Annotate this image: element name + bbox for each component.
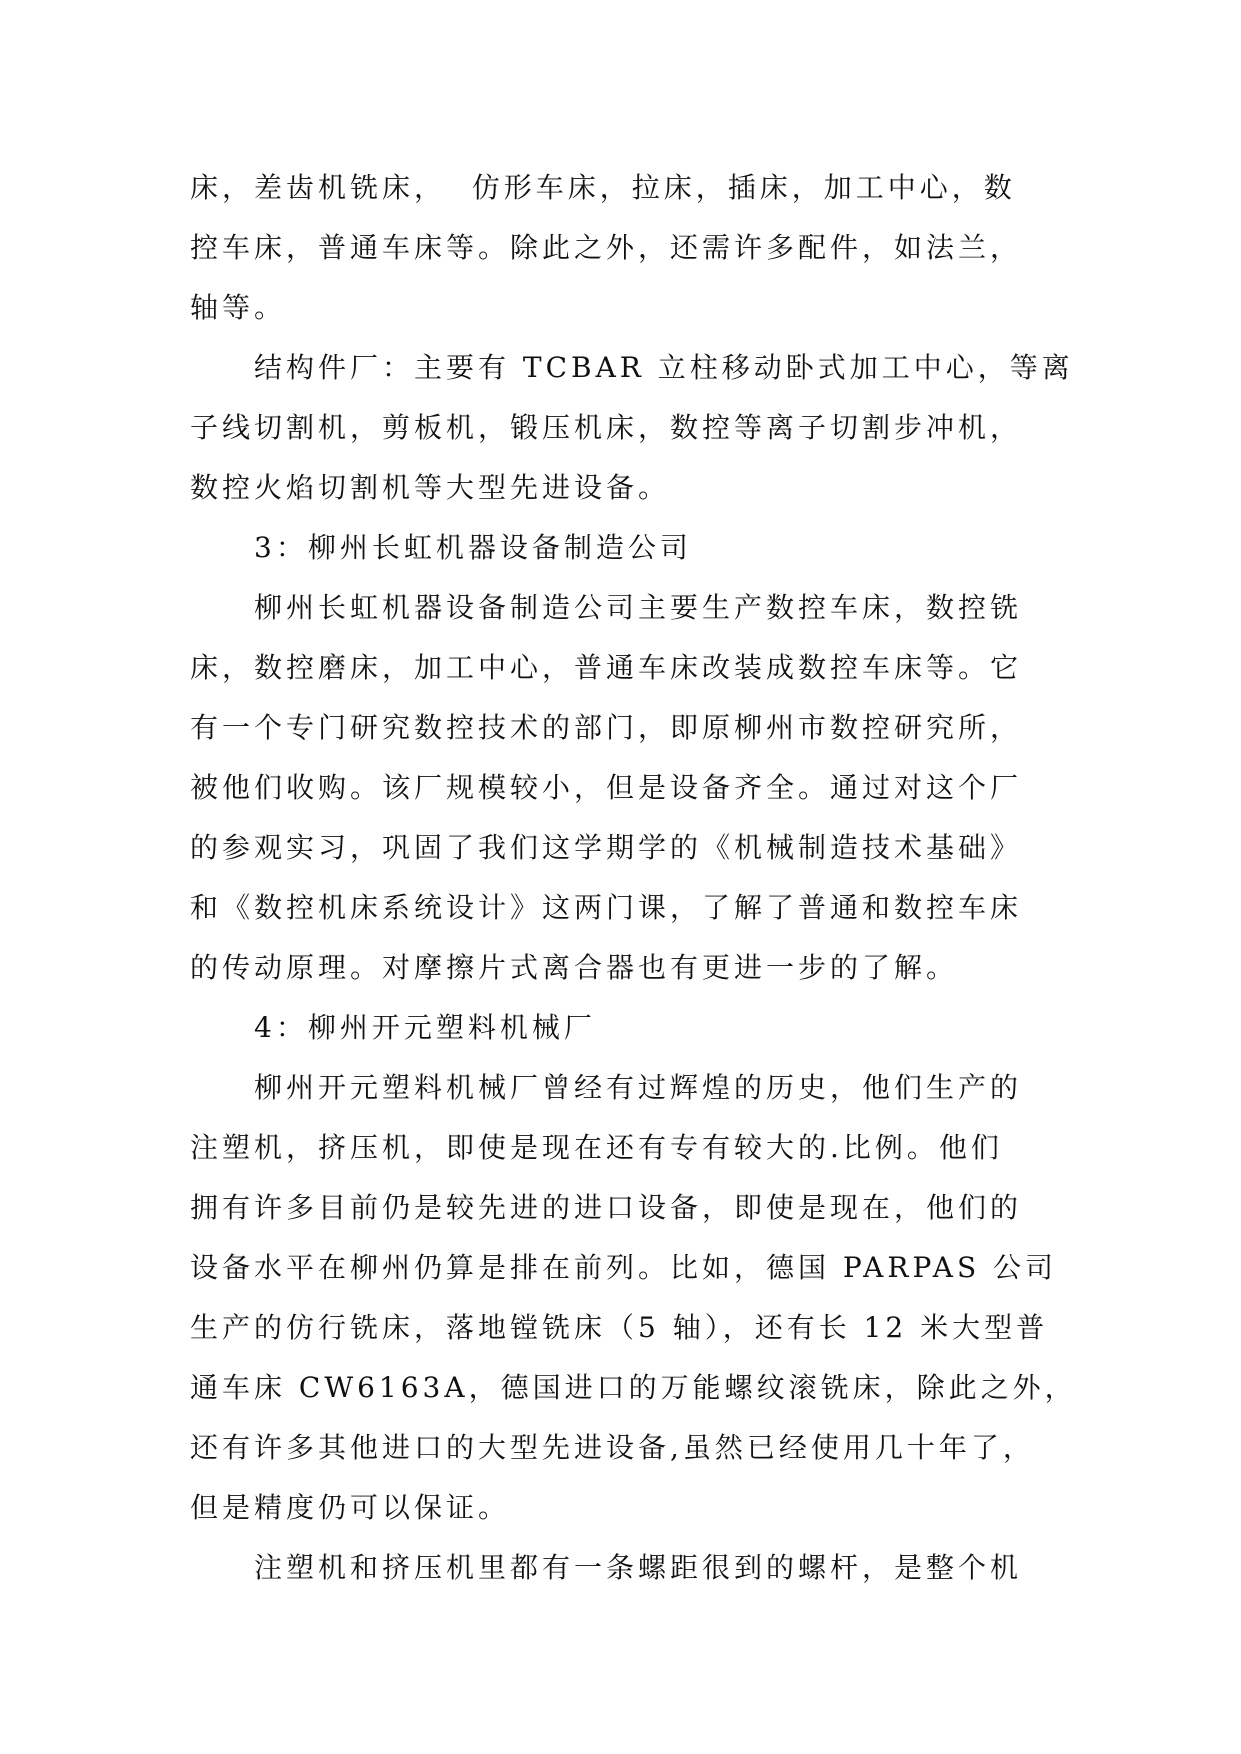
document-body bbox=[190, 158, 1077, 1598]
text-line: 还有许多其他进口的大型先进设备,虽然已经使用几十年了， bbox=[190, 1431, 1035, 1464]
text-line: 控车床，普通车床等。除此之外，还需许多配件，如法兰， bbox=[190, 231, 1023, 264]
paragraph-start-line: 柳州长虹机器设备制造公司主要生产数控车床，数控铣 bbox=[254, 591, 1023, 624]
text-line: 数控火焰切割机等大型先进设备。 bbox=[190, 471, 671, 504]
paragraph-start-line: 注塑机和挤压机里都有一条螺距很到的螺杆，是整个机 bbox=[254, 1551, 1023, 1584]
text-line: 通车床 CW6163A，德国进口的万能螺纹滚铣床，除此之外， bbox=[190, 1371, 1077, 1404]
text-line: 生产的仿行铣床，落地镗铣床（5 轴），还有长 12 米大型普 bbox=[190, 1311, 1049, 1344]
text-line: 轴等。 bbox=[190, 291, 287, 324]
text-line: 有一个专门研究数控技术的部门，即原柳州市数控研究所， bbox=[190, 711, 1023, 744]
paragraph-start-line: 结构件厂：主要有 TCBAR 立柱移动卧式加工中心，等离 bbox=[254, 351, 1074, 384]
text-line: 设备水平在柳州仍算是排在前列。比如，德国 PARPAS 公司 bbox=[190, 1251, 1058, 1284]
text-line: 拥有许多目前仍是较先进的进口设备，即使是现在，他们的 bbox=[190, 1191, 1023, 1224]
section-heading: 3：柳州长虹机器设备制造公司 bbox=[254, 531, 692, 564]
text-line: 床，差齿机铣床， 仿形车床，拉床，插床，加工中心，数 bbox=[190, 171, 1016, 204]
text-line: 的传动原理。对摩擦片式离合器也有更进一步的了解。 bbox=[190, 951, 959, 984]
text-line: 注塑机，挤压机，即使是现在还有专有较大的.比例。他们 bbox=[190, 1131, 1003, 1164]
text-line: 和《数控机床系统设计》这两门课，了解了普通和数控车床 bbox=[190, 891, 1023, 924]
text-line: 但是精度仍可以保证。 bbox=[190, 1491, 511, 1524]
text-line: 的参观实习，巩固了我们这学期学的《机械制造技术基础》 bbox=[190, 831, 1023, 864]
section-heading: 4：柳州开元塑料机械厂 bbox=[254, 1011, 596, 1044]
text-line: 被他们收购。该厂规模较小，但是设备齐全。通过对这个厂 bbox=[190, 771, 1023, 804]
paragraph-start-line: 柳州开元塑料机械厂曾经有过辉煌的历史，他们生产的 bbox=[254, 1071, 1023, 1104]
text-line: 子线切割机，剪板机，锻压机床，数控等离子切割步冲机， bbox=[190, 411, 1023, 444]
text-line: 床，数控磨床，加工中心，普通车床改装成数控车床等。它 bbox=[190, 651, 1023, 684]
